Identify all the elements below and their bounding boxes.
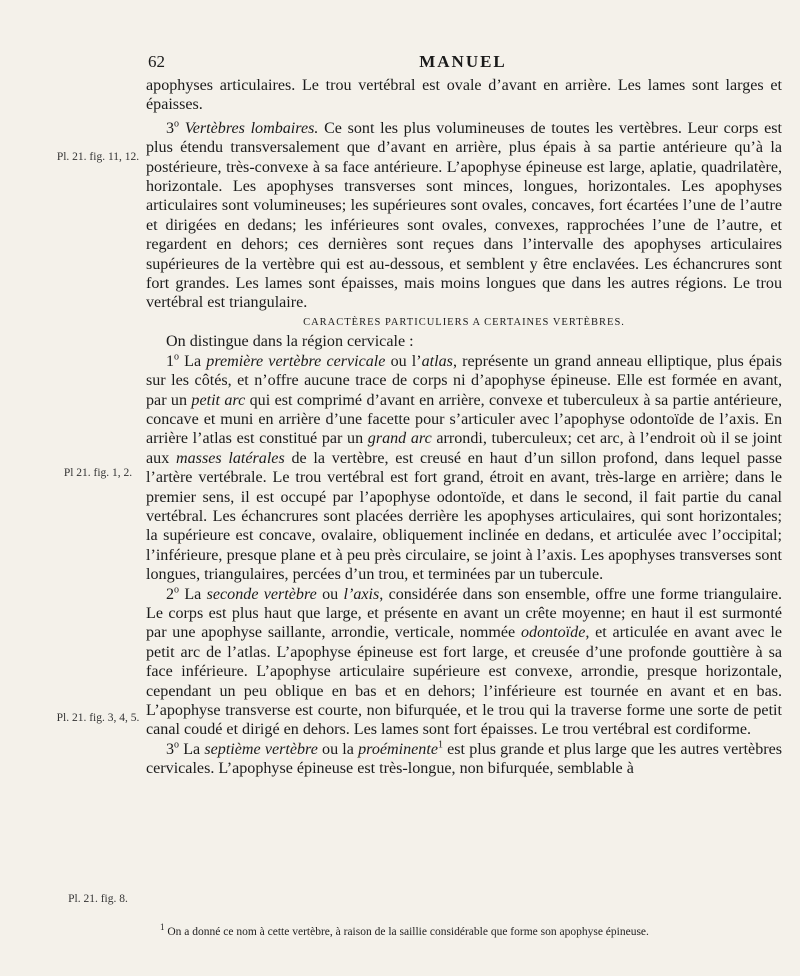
italic-term: petit arc [191, 391, 246, 409]
text-run: de la vertèbre, est creusé en haut d’un sillon profond, dans lequel passe l’artère vertébrale. Le trou vertébral est fort grand, étroit en avant, très-large en arrière; dans le premier sens, il est occupé par l’apophyse odontoïde, et dans le second, il fait partie du canal vertébral. Les échancrures sont placées derrière les apophyses articulaires, qui sont horizontales; la supérieure est concave, ovalaire, obliquement inclinée en dedans, et articulée avec l’occipital; l’inférieure, presque plane et à peu près circulaire, se joint à l’axis. Les apophyses transverses sont longues, triangulaires, percées d’un trou, et terminées par un tubercule. [146, 449, 782, 584]
text-run: qui est comprimé d’avant en arrière, convexe et tuberculeux à sa partie antérieure, concave et muni en arrière d’une facette pour s’articuler avec l’apophyse odontoïde de l’axis. En arrière l’atlas est constitué par un [146, 391, 782, 448]
text-run: La [179, 585, 207, 603]
text-run: La [179, 352, 207, 370]
footnote-mark: 1 [160, 922, 165, 932]
paragraph-number: 1 [166, 352, 175, 370]
italic-term: masses latérales [176, 449, 285, 467]
italic-term: odontoïde, [520, 624, 590, 642]
italic-term: première vertèbre cervicale [206, 352, 386, 370]
text-run: ou [316, 585, 344, 603]
text-run: et articulée en avant avec le petit arc de l’atlas. L’apophyse épineuse est fort large, et creusée d’une profonde gouttière à sa face inférieure. L’apophyse articulaire supérieure est convexe, arrondie, presque horizontale, cependant un peu oblique en bas et en dehors; l’inférieure est tournée en avant et en bas. L’apophyse transverse est courte, non bifurquée, et le trou qui la traverse forme une sorte de petit canal coudé et dirigé en dehors. Les lames sont fort épaisses. Le trou vertébral est cordiforme. [146, 624, 783, 739]
text-run: , considérée dans son ensemble, offre une forme triangulaire. Le corps est plus haut que large, et présente en avant un crête moyenne; en haut il est surmonté par une apophyse saillante, arrondie, verticale, nommée [146, 585, 782, 642]
text-run: ou l’ [385, 352, 422, 370]
margin-note-plate-ref: Pl 21. fig. 1, 2. [63, 467, 133, 479]
paragraph-atlas [146, 352, 782, 585]
body-text [146, 76, 782, 779]
italic-term: grand arc [367, 430, 432, 448]
footnote [160, 920, 780, 939]
ordinal-mark: o [174, 351, 180, 363]
text-run: , représente un grand anneau elliptique, plus épais sur les côtés, et n’offre aucune trace de corps ni d’apophyse épineuse. Elle est formée en avant, par un [146, 352, 782, 409]
text-run: La [179, 740, 205, 758]
page-number: 62 [148, 52, 165, 71]
margin-note-plate-ref: Pl. 21. fig. 8. [68, 893, 128, 905]
running-title: MANUEL [419, 52, 507, 71]
footnote-text: On a donné ce nom à cette vertèbre, à raison de la saillie considérable que forme son apophyse épineuse. [164, 925, 649, 938]
paragraph-continuation: apophyses articulaires. Le trou vertébral est ovale d’avant en arrière. Les lames sont larges et épaisses. [146, 77, 782, 114]
page-header [148, 52, 778, 74]
ordinal-mark: o [174, 739, 180, 751]
ordinal-mark: o [174, 584, 180, 596]
paragraph-axis [146, 585, 782, 740]
italic-term: Vertèbres lombaires. [184, 119, 319, 137]
paragraph-number: 2 [166, 585, 175, 603]
paragraph-vertebres-lombaires [146, 119, 782, 313]
italic-term: seconde vertèbre [206, 585, 317, 603]
margin-note-plate-ref: Pl. 21. fig. 3, 4, 5. [56, 712, 140, 724]
text-run: ou la [317, 740, 359, 758]
italic-term: atlas [421, 352, 453, 370]
section-heading: CARACTÈRES PARTICULIERS A CERTAINES VERTÈBRES. [303, 316, 625, 328]
paragraph-number: 3 [166, 740, 175, 758]
text-run: est plus grande et plus large que les autres vertèbres cervicales. L’apophyse épineuse est très-longue, non bifurquée, semblable à [146, 740, 783, 778]
intro-line: On distingue dans la région cervicale : [166, 333, 414, 351]
italic-term: proéminente [358, 740, 438, 758]
italic-term: septième vertèbre [204, 740, 318, 758]
text-run: arrondi, tuberculeux; cet arc, à l’endroit où il se joint aux [146, 430, 782, 467]
paragraph-septieme [146, 740, 782, 779]
paragraph-text: Ce sont les plus volumineuses de toutes les vertèbres. Leur corps est plus étendu transversalement que d’avant en arrière, plus épais à sa partie antérieure qu’à la postérieure, très-convexe à sa face antérieure. L’apophyse épineuse est large, aplatie, quadrilatère, horizontale. Les apophyses transverses sont minces, longues, horizontales. Les apophyses articulaires sont volumineuses; les supérieures sont ovales, concaves, fort écartées l’une de l’autre et dirigées en dedans; les inférieures sont ovales, convexes, rapprochées l’une de l’autre, et regardent en dehors; ces dernières sont reçues dans l’intervalle des apophyses articulaires supérieures de la vertèbre qui est au-dessous, et semblent y être enclavées. Les échancrures sont fort grandes. Les lames sont épaisses, mais moins longues que dans les autres régions. Le trou vertébral est triangulaire. [146, 119, 782, 312]
italic-term: l’axis [343, 585, 380, 603]
ordinal-mark: o [174, 118, 180, 130]
paragraph-number: 3 [166, 119, 175, 137]
margin-note-plate-ref: Pl. 21. fig. 11, 12. [56, 151, 140, 163]
footnote-reference: 1 [437, 739, 443, 751]
